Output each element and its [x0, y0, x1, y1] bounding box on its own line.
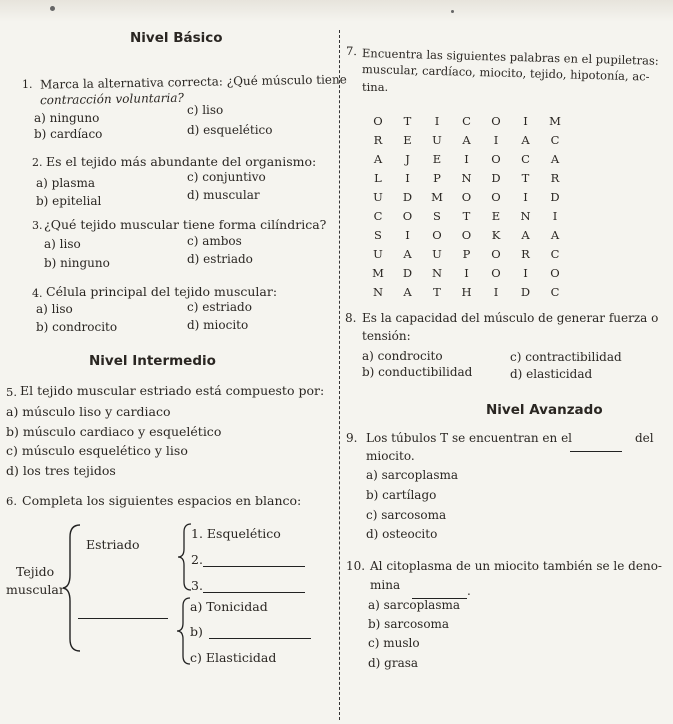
q5-option-d: d) los tres tejidos [6, 463, 116, 478]
grid-letter: A [403, 247, 412, 261]
q4-option-b: b) condrocito [36, 320, 118, 334]
q8-option-c: c) contractibilidad [510, 350, 622, 364]
grid-letter: U [432, 247, 442, 261]
q10-text-line2: mina [370, 578, 401, 592]
grid-letter: U [373, 247, 383, 261]
grid-letter: O [491, 266, 501, 280]
q7-text-line2: muscular, cardíaco, miocito, tejido, hipotonía, ac- [361, 62, 650, 84]
q9-answer-blank[interactable] [570, 433, 622, 452]
grid-letter: R [550, 171, 560, 185]
q9-option-c: c) sarcosoma [366, 508, 447, 522]
q6-striated-3[interactable]: 3. [191, 578, 305, 593]
grid-letter: I [434, 114, 440, 128]
q4-option-c: c) estriado [187, 300, 252, 314]
q2-number: 2. [32, 156, 43, 169]
q4-option-d: d) miocito [187, 318, 249, 332]
q1-option-d: d) esquelético [187, 123, 273, 137]
q5-text: El tejido muscular estriado está compuesto por: [20, 383, 325, 398]
q6-muscular-label: muscular [6, 582, 65, 597]
grid-letter: D [520, 285, 531, 299]
grid-letter: A [403, 285, 412, 299]
q6-striated-2[interactable]: 2. [191, 552, 305, 567]
grid-letter: N [372, 285, 384, 299]
q10-number: 10. [346, 559, 366, 573]
grid-letter: E [491, 209, 501, 223]
grid-letter: I [523, 266, 528, 280]
q6-property-b[interactable]: b) [190, 624, 311, 639]
q1-option-a: a) ninguno [34, 111, 100, 125]
grid-letter: D [550, 190, 560, 204]
grid-letter: R [373, 133, 383, 147]
grid-letter: U [432, 133, 442, 147]
grid-letter: A [521, 228, 530, 242]
q6-blank-type[interactable] [78, 600, 168, 619]
basic-level-heading: Nivel Básico [130, 30, 223, 46]
speck [451, 10, 454, 13]
q6-tejido-label: Tejido [16, 564, 55, 579]
grid-letter: E [432, 152, 442, 166]
grid-letter: A [462, 133, 471, 147]
grid-letter: K [491, 228, 501, 242]
q6-property-c: c) Elasticidad [190, 650, 277, 665]
grid-letter: R [521, 247, 530, 261]
grid-letter: D [491, 171, 501, 185]
grid-letter: U [373, 190, 383, 204]
q9-text-line2: miocito. [366, 449, 415, 463]
q8-text-line2: tensión: [362, 329, 411, 343]
q3-option-a: a) liso [44, 237, 81, 251]
q5-option-b: b) músculo cardiaco y esquelético [6, 424, 222, 439]
q1-text-line1: Marca la alternativa correcta: ¿Qué músculo tiene [39, 72, 347, 92]
q1-text-line2: contracción voluntaria? [39, 90, 184, 108]
grid-letter: D [402, 266, 413, 280]
grid-letter: T [462, 209, 471, 223]
q8-option-a: a) condrocito [362, 349, 443, 363]
grid-letter: T [521, 171, 530, 185]
q4-text: Célula principal del tejido muscular: [46, 284, 278, 299]
grid-letter: M [549, 114, 561, 128]
q3-number: 3. [32, 219, 43, 232]
intermediate-level-heading: Nivel Intermedio [89, 353, 216, 369]
grid-letter: A [550, 152, 560, 166]
q7-text-line1: Encuentra las siguientes palabras en el pupiletras: [361, 46, 659, 68]
grid-letter: C [373, 209, 383, 223]
q1-number: 1. [22, 78, 33, 91]
q6-number: 6. [6, 494, 17, 508]
q5-option-a: a) músculo liso y cardiaco [6, 404, 171, 419]
grid-letter: T [433, 285, 441, 299]
q8-option-b: b) conductibilidad [362, 365, 473, 379]
q6-text: Completa los siguientes espacios en blanco: [22, 493, 302, 508]
grid-letter: O [432, 228, 442, 242]
grid-letter: O [402, 209, 413, 223]
q1-option-c: c) liso [187, 103, 224, 117]
q2-option-d: d) muscular [187, 188, 260, 202]
grid-letter: I [493, 285, 499, 299]
grid-letter: C [550, 133, 560, 147]
grid-letter: C [521, 152, 530, 166]
q5-number: 5. [6, 385, 17, 399]
q9-option-b: b) cartílago [366, 488, 437, 502]
q2-option-c: c) conjuntivo [187, 170, 266, 184]
q9-text-del: del [635, 431, 654, 445]
grid-letter: P [462, 247, 471, 261]
grid-letter: I [405, 171, 410, 185]
grid-letter: I [464, 266, 469, 280]
grid-letter: L [374, 171, 382, 185]
q6-estriado-label: Estriado [86, 537, 140, 552]
grid-letter: P [433, 171, 441, 185]
grid-letter: O [550, 266, 560, 280]
advanced-level-heading: Nivel Avanzado [486, 402, 603, 418]
q10-text-line1: Al citoplasma de un miocito también se le deno- [370, 559, 662, 573]
grid-letter: S [374, 228, 382, 242]
grid-letter: O [461, 228, 472, 242]
grid-letter: O [491, 152, 501, 166]
q9-number: 9. [346, 431, 358, 445]
q7-text-line3: tina. [362, 80, 389, 94]
grid-letter: A [373, 152, 383, 166]
q10-answer-blank[interactable]: . [412, 580, 471, 599]
q3-option-d: d) estriado [187, 252, 253, 266]
grid-letter: D [402, 190, 413, 204]
q10-option-b: b) sarcosoma [368, 617, 450, 631]
grid-letter: C [550, 247, 560, 261]
q4-option-a: a) liso [36, 302, 73, 316]
q8-text-line1: Es la capacidad del músculo de generar fuerza o [362, 311, 659, 325]
grid-letter: I [464, 152, 469, 166]
q10-option-c: c) muslo [368, 636, 420, 650]
q8-number: 8. [345, 311, 357, 325]
grid-letter: J [405, 152, 410, 166]
q2-option-b: b) epitelial [36, 194, 102, 208]
page-edge-shadow [0, 0, 673, 22]
grid-letter: N [461, 171, 472, 185]
grid-letter: O [491, 247, 501, 261]
grid-letter: O [461, 190, 472, 204]
q6-striated-1: 1. Esquelético [191, 526, 281, 541]
q8-option-d: d) elasticidad [510, 367, 593, 381]
q7-number: 7. [345, 43, 358, 59]
grid-letter: C [462, 114, 471, 128]
grid-letter: I [552, 209, 558, 223]
grid-letter: I [405, 228, 410, 242]
q2-option-a: a) plasma [36, 176, 96, 190]
q3-option-c: c) ambos [187, 234, 242, 248]
q5-option-c: c) músculo esquelético y liso [6, 443, 188, 458]
grid-letter: C [550, 285, 560, 299]
grid-letter: O [491, 190, 501, 204]
grid-letter: E [403, 133, 412, 147]
q9-option-a: a) sarcoplasma [366, 468, 459, 482]
q9-text-line1: Los túbulos T se encuentran en el [366, 431, 573, 445]
q10-option-a: a) sarcoplasma [368, 598, 461, 612]
grid-letter: O [491, 114, 501, 128]
q3-option-b: b) ninguno [44, 256, 110, 270]
grid-letter: N [520, 209, 531, 223]
grid-letter: T [403, 114, 412, 128]
big-brace [62, 523, 86, 653]
q1-option-b: b) cardíaco [34, 127, 103, 141]
grid-letter: N [431, 266, 443, 280]
q2-text: Es el tejido más abundante del organismo: [46, 154, 317, 169]
grid-letter: S [433, 209, 441, 223]
q3-text: ¿Qué tejido muscular tiene forma cilíndrica? [44, 217, 327, 232]
grid-letter: I [493, 133, 499, 147]
q4-number: 4. [32, 287, 43, 300]
q6-property-a: a) Tonicidad [190, 599, 268, 614]
grid-letter: M [372, 266, 384, 280]
grid-letter: I [523, 190, 528, 204]
q10-option-d: d) grasa [368, 656, 419, 670]
grid-letter: A [521, 133, 530, 147]
q9-option-d: d) osteocito [366, 527, 438, 541]
grid-letter: M [431, 190, 443, 204]
grid-letter: I [523, 114, 528, 128]
grid-letter: O [373, 114, 383, 128]
speck [50, 6, 55, 11]
column-divider [339, 30, 340, 720]
grid-letter: H [461, 285, 472, 299]
grid-letter: A [550, 228, 560, 242]
